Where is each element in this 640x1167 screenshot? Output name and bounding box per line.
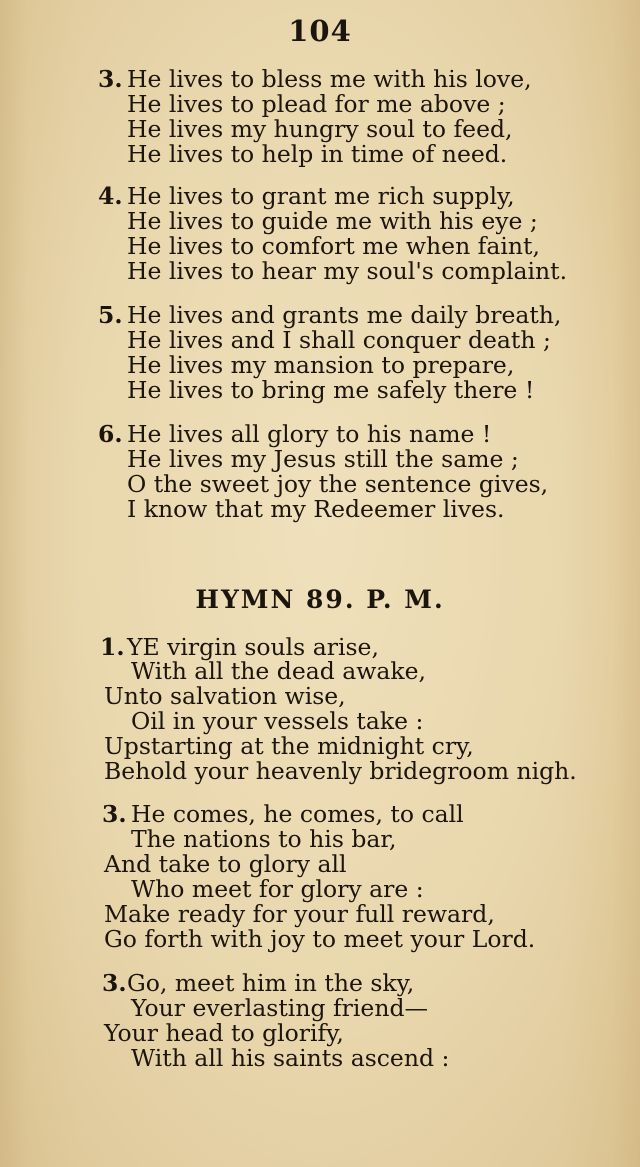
verse-line: He lives and grants me daily breath, (127, 301, 562, 329)
verse-line: He lives to hear my soul's complaint. (127, 257, 568, 285)
verse-line: He lives all glory to his name ! (127, 420, 492, 448)
verse-line: Go, meet him in the sky, (127, 969, 415, 997)
stanza-number: 4. (98, 182, 123, 210)
verse-line: Go forth with joy to meet your Lord. (104, 925, 536, 953)
page-number: 104 (288, 14, 352, 48)
verse-line: He lives to plead for me above ; (127, 90, 506, 118)
verse-line: He lives to bring me safely there ! (127, 376, 535, 404)
verse-line: YE virgin souls arise, (127, 633, 379, 661)
verse-line: He lives my hungry soul to feed, (127, 115, 513, 143)
verse-line: Your head to glorify, (104, 1019, 344, 1047)
verse-line: Who meet for glory are : (131, 875, 424, 903)
verse-line: He lives my Jesus still the same ; (127, 445, 519, 473)
verse-line: With all the dead awake, (131, 657, 427, 685)
verse-line: Behold your heavenly bridegroom nigh. (104, 757, 577, 785)
verse-line: He lives to grant me rich supply, (127, 182, 515, 210)
verse-line: Unto salvation wise, (104, 682, 346, 710)
verse-line: Oil in your vessels take : (131, 707, 424, 735)
verse-line: He comes, he comes, to call (131, 800, 464, 828)
stanza-number: 3. (102, 969, 127, 997)
hymn-title: HYMN 89. P. M. (195, 585, 445, 614)
verse-line: Upstarting at the midnight cry, (104, 732, 474, 760)
verse-line: He lives to help in time of need. (127, 140, 508, 168)
stanza-number: 3. (98, 65, 123, 93)
stanza-number: 6. (98, 420, 123, 448)
verse-line: With all his saints ascend : (131, 1044, 450, 1072)
verse-line: He lives and I shall conquer death ; (127, 326, 551, 354)
verse-line: Your everlasting friend— (131, 994, 429, 1022)
verse-line: The nations to his bar, (131, 825, 397, 853)
stanza-number: 5. (98, 301, 123, 329)
verse-line: Make ready for your full reward, (104, 900, 495, 928)
stanza-number: 1. (100, 633, 125, 661)
verse-line: He lives to guide me with his eye ; (127, 207, 538, 235)
verse-line: O the sweet joy the sentence gives, (127, 470, 549, 498)
verse-line: I know that my Redeemer lives. (127, 495, 505, 523)
stanza-number: 3. (102, 800, 127, 828)
verse-line: He lives to comfort me when faint, (127, 232, 540, 260)
verse-line: He lives my mansion to prepare, (127, 351, 515, 379)
verse-line: And take to glory all (104, 850, 347, 878)
verse-line: He lives to bless me with his love, (127, 65, 532, 93)
